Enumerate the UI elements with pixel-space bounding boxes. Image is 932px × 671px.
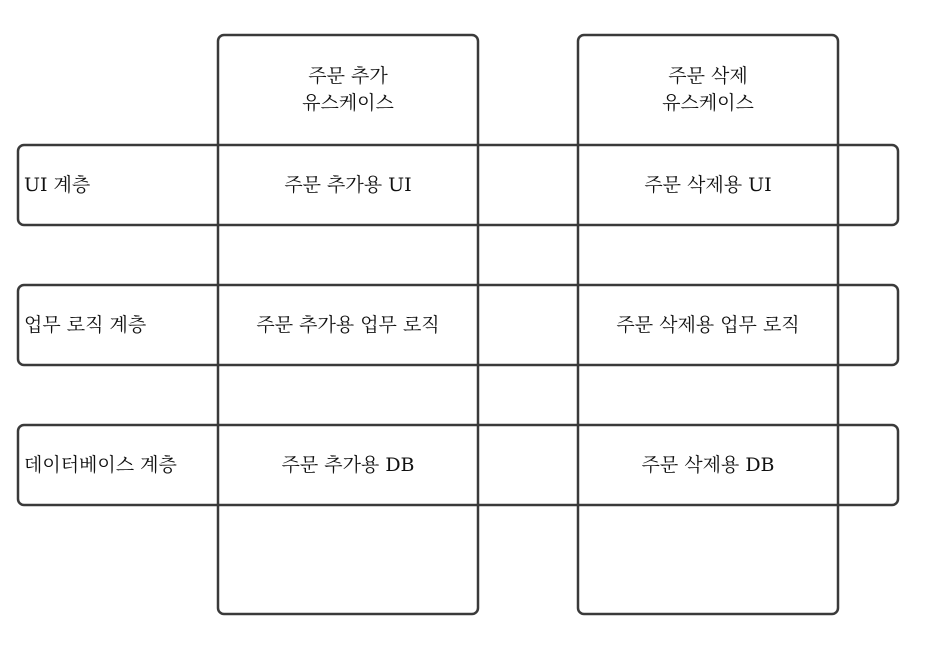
layer-label-ui: UI 계층 — [24, 174, 91, 196]
layer-label-business-logic: 업무 로직 계층 — [24, 314, 147, 336]
cell-add-ui: 주문 추가용 UI — [284, 174, 412, 196]
cell-add-db: 주문 추가용 DB — [281, 454, 415, 476]
layer-label-database: 데이터베이스 계층 — [24, 454, 177, 476]
usecase-add-title-line2: 유스케이스 — [302, 92, 394, 114]
usecase-add-title-line1: 주문 추가 — [308, 65, 388, 87]
cell-add-business-logic: 주문 추가용 업무 로직 — [256, 314, 440, 336]
cell-delete-db: 주문 삭제용 DB — [641, 454, 775, 476]
usecase-delete-title-line1: 주문 삭제 — [668, 65, 748, 87]
usecase-delete-title-line2: 유스케이스 — [662, 92, 754, 114]
cell-delete-ui: 주문 삭제용 UI — [644, 174, 772, 196]
cell-delete-business-logic: 주문 삭제용 업무 로직 — [616, 314, 800, 336]
